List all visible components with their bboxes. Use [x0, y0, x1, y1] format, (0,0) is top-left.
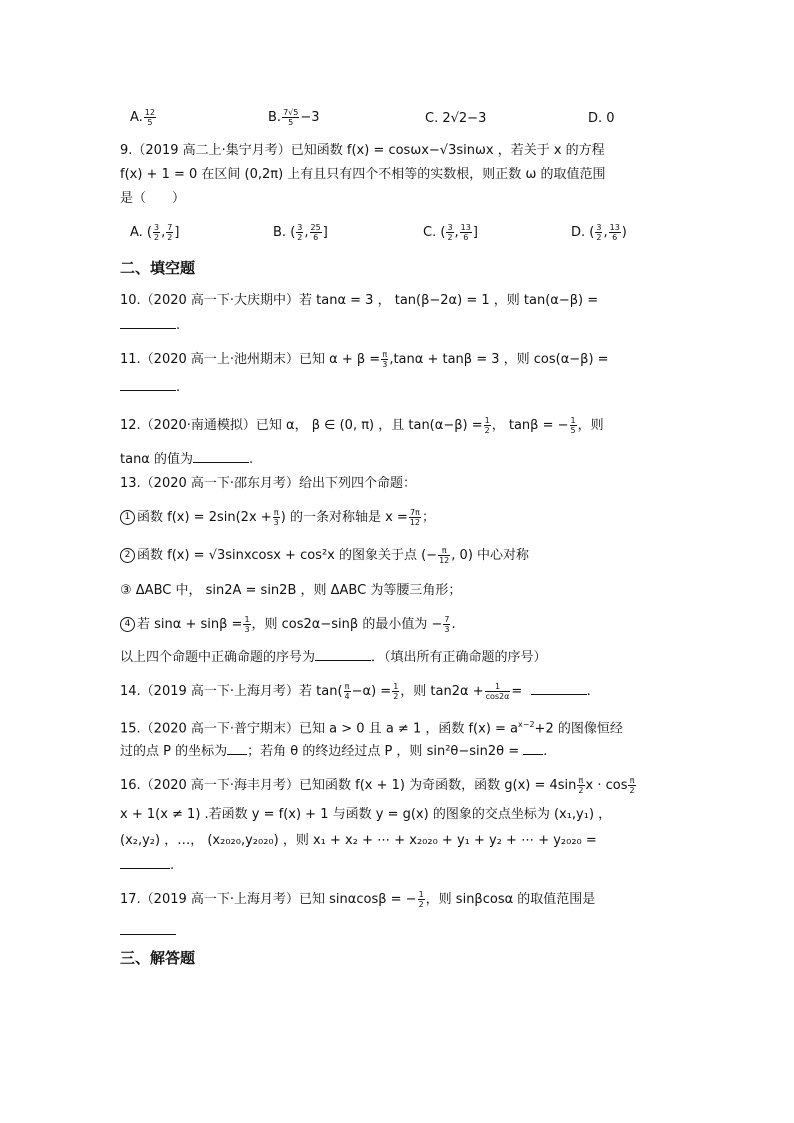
q11-blank: . [120, 378, 180, 397]
q10-line1: 10.（2020 高一下·大庆期中）若 tanα = 3 ， tan(β−2α) = 1 ，则 tan(α−β) = [120, 293, 599, 308]
section-title-solutions: 三、解答题 [120, 949, 196, 967]
q8-option-b: B. $\frac{7√5}{5}$ −3 [268, 108, 320, 127]
q13-answer-line: 以上四个命题中正确命题的序号为 ．（填出所有正确命题的序号） [120, 650, 547, 665]
q13-prop2: 2 函数 f(x) = √3sinxcosx + cos²x 的图象关于点 (− $\frac{\pi}{12}$ , 0) 中心对称 [120, 546, 529, 565]
q8-option-a: A. $\frac{12}{5}$ [130, 108, 155, 127]
q16-line3: (x₂,y₂) ，…， (x₂₀₂₀,y₂₀₂₀) ，则 x₁ + x₂ + ⋯ + x₂₀₂₀ + y₁ + y₂ + ⋯ + y₂₀₂₀ = [120, 833, 597, 848]
q9-line3: 是（ ） [120, 191, 186, 206]
q15-line1: 15.（2020 高一下·普宁期末）已知 a > 0 且 a ≠ 1 ，函数 $f(x) = a^{x-2}+2$ 的图像恒经 [120, 720, 623, 737]
q17-line: 17.（2019 高一下·上海月考）已知 sinαcosβ = − $\frac{1}{2}$ ，则 sinβcosα 的取值范围是 [120, 890, 596, 909]
q15-line2: 过的点 P 的坐标为 ；若角 θ 的终边经过点 P ，则 sin²θ−sin2θ = . [120, 744, 548, 759]
q16-line2: x + 1(x ≠ 1) .若函数 y = f(x) + 1 与函数 y = g(x) 的图象的交点坐标为 (x₁,y₁) ， [120, 807, 612, 822]
q11-line1: 11.（2020 高一上·池州期末）已知 α + β = $\frac{\pi}{3}$ ,tanα + tanβ = 3 ，则 cos(α−β) = [120, 350, 609, 369]
q9-option-a: A. ( $\frac{3}{2}$ , $\frac{7}{2}$ ] [130, 223, 180, 242]
q9-line1: 9.（2019 高二上·集宁月考）已知函数 f(x) = cosωx−√3sinωx ，若关于 x 的方程 [120, 143, 605, 158]
q9-option-c: C. ( $\frac{3}{2}$ , $\frac{13}{6}$ ] [423, 223, 478, 242]
q13-prop4: 4 若 sinα + sinβ = $\frac{1}{3}$ ，则 cos2α−sinβ 的最小值为 − $\frac{7}{3}$ . [120, 615, 456, 634]
q8-option-c: C. 2√2−3 [425, 111, 487, 126]
q8-option-d: D. 0 [588, 111, 615, 126]
q13-prop1: 1 函数 f(x) = 2sin(2x + $\frac{\pi}{3}$ ) 的一条对称轴是 x = $\frac{7\pi}{12}$ ； [120, 508, 435, 527]
q13-prop3: ③ ΔABC 中， sin2A = sin2B ，则 ΔABC 为等腰三角形； [120, 583, 462, 598]
q16-blank: . [120, 856, 174, 875]
q9-option-b: B. ( $\frac{3}{2}$ , $\frac{25}{6}$ ] [273, 223, 328, 242]
q12-line2: tanα 的值为 . [120, 452, 254, 467]
q9-line2: f(x) + 1 = 0 在区间 (0,2π) 上有且只有四个不相等的实数根，则正数 ω 的取值范围 [120, 167, 606, 182]
q12-line1: 12.（2020·南通模拟）已知 α， β ∈ (0, π) ，且 tan(α−β) = $\frac{1}{2}$ ， tanβ = − $\frac{1}{5}$ ，则 [120, 416, 604, 435]
q10-blank: . [120, 316, 180, 335]
q9-option-d: D. ( $\frac{3}{2}$ , $\frac{13}{6}$ ) [571, 223, 627, 242]
q16-line1: 16.（2020 高一下·海丰月考）已知函数 f(x + 1) 为奇函数，函数 g(x) = 4sin $\frac{\pi}{2}$ x · cos $\frac{\pi}{2}$ [120, 776, 635, 795]
section-title-fill-in: 二、填空题 [120, 259, 196, 277]
q17-blank [120, 922, 176, 941]
q13-line1: 13.（2020 高一下·邵东月考）给出下列四个命题： [120, 476, 417, 491]
q14-line: 14.（2019 高一下·上海月考）若 tan( $\frac{\pi}{4}$ −α) = $\frac{1}{2}$ ，则 tan2α + $\frac{1}{\cos 2\alpha}$ = . [120, 682, 591, 701]
